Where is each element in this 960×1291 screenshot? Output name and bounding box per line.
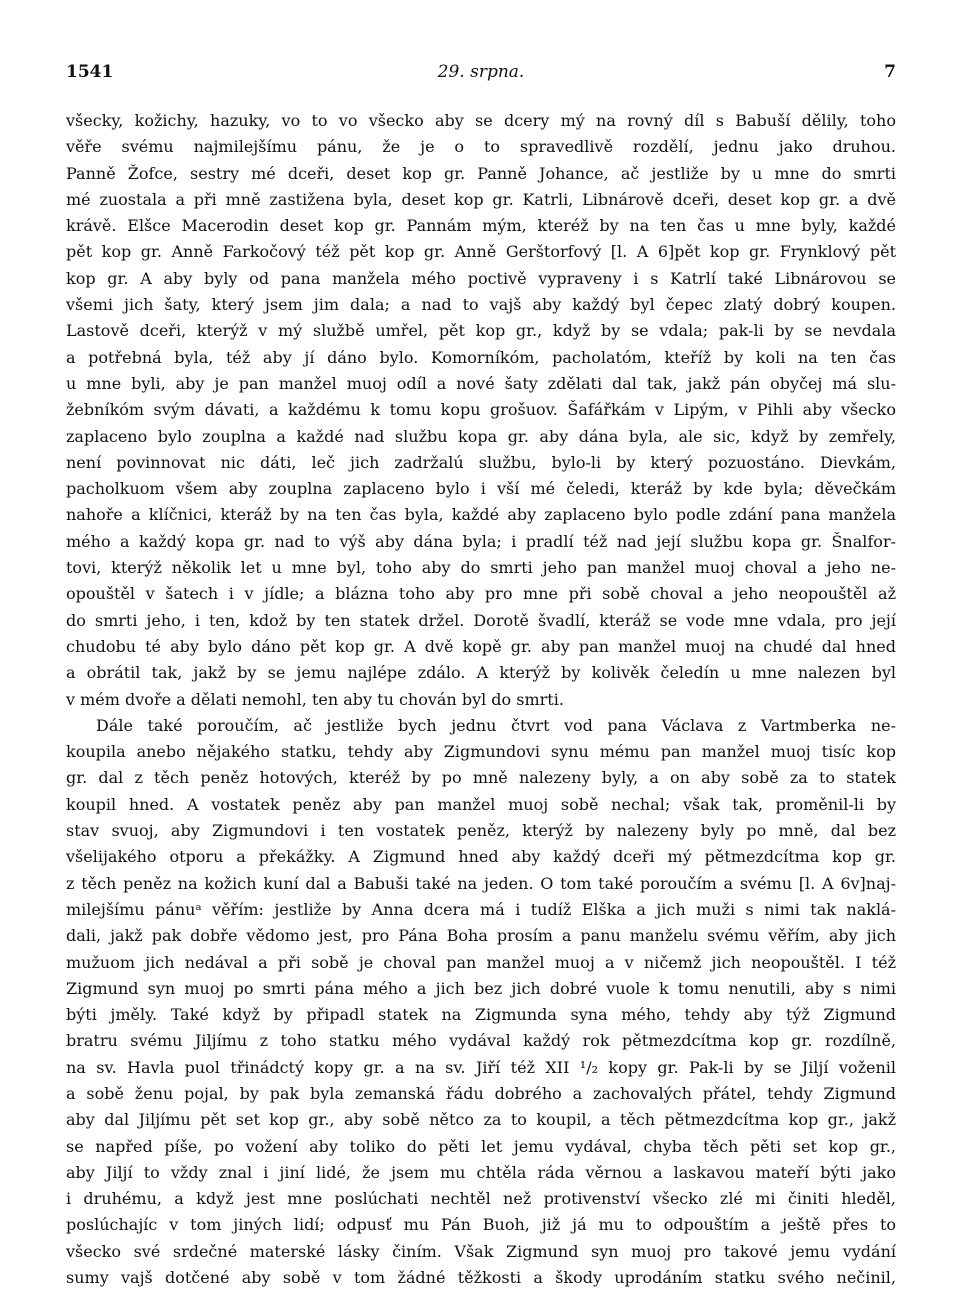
text-line: dali, jakž pak dobře vědomo jest, pro Pána Boha prosím a panu manželu svému věřím, aby jich xyxy=(66,926,896,946)
text-line: všemi jich šaty, který jsem jim dala; a nad to vajš aby každý byl čepec zlatý dobrý koupen. xyxy=(66,295,896,315)
text-line: mé zuostala a při mně zastižena byla, deset kop gr. Katrli, Libnárově dceři, deset kop gr. a dvě xyxy=(66,189,896,209)
page-number: 7 xyxy=(884,62,896,82)
page-header xyxy=(66,62,896,90)
text-line: a sobě ženu pojal, by pak byla zemanská řádu dobrého a zachovalých přátel, tehdy Zigmund xyxy=(66,1083,896,1103)
text-line: zaplaceno bylo zouplna a každé nad službu kopa gr. aby dána byla, ale sic, když by zemřely, xyxy=(66,426,896,446)
text-line: mého a každý kopa gr. nad to výš aby dána byla; i pradlí též nad její službu kopa gr. Šnalfor- xyxy=(66,531,896,551)
text-line: Zigmund syn muoj po smrti pána mého a jich bez jich dobré vuole k tomu nenutili, aby s nimi xyxy=(66,978,896,998)
text-line: krávě. Elšce Macerodin deset kop gr. Pannám mým, kteréž by na ten čas u mne byly, každé xyxy=(66,216,896,236)
header-date: 29. srpna. xyxy=(437,62,525,82)
text-line: není povinnovat nic dáti, leč jich zadržalú službu, bylo-li by který pozuostáno. Dievkám, xyxy=(66,452,896,472)
text-line: poslúchajíc v tom jiných lidí; odpusť mu Pán Buoh, již já mu to odpouštím a ještě přes to xyxy=(66,1215,896,1235)
text-line: nahoře a klíčnici, kteráž by na ten čas byla, každé aby zaplaceno bylo podle zdání pana manžela xyxy=(66,505,896,525)
text-line: býti jměly. Také když by připadl statek na Zigmunda syna mého, tehdy aby týž Zigmund xyxy=(66,1005,896,1025)
text-line: pět kop gr. Anně Farkočový též pět kop gr. Anně Gerštorfový [l. A 6]pět kop gr. Frynklový pět xyxy=(66,242,896,262)
text-line: na sv. Havla puol třinádctý kopy gr. a na sv. Jiří též XII ¹/₂ kopy gr. Pak-li by se Jiljí voženil xyxy=(66,1057,896,1077)
text-line: a obrátil tak, jakž by se jemu najlépe zdálo. A kterýž by kolivěk čeledín u mne nalezen byl xyxy=(66,663,896,683)
text-line: všecko své srdečné materské lásky činím. Však Zigmund syn muoj pro takové jemu vydání xyxy=(66,1241,896,1261)
text-line: chudobu té aby bylo dáno pět kop gr. A dvě kopě gr. aby pan manžel muoj na chudé dal hned xyxy=(66,636,896,656)
text-line: Dále také poroučím, ač jestliže bych jednu čtvrt vod pana Václava z Vartmberka ne- xyxy=(96,715,896,735)
document-page xyxy=(66,62,896,1291)
text-line: pacholkuom všem aby zouplna zaplaceno bylo i vší mé čeledi, kteráž by kde byla; děvečkám xyxy=(66,479,896,499)
text-line: mužuom jich nedával a při sobě je choval pan manžel muoj a v ničemž jich neopouštěl. I též xyxy=(66,952,896,972)
text-line: všelijakého otporu a překážky. A Zigmund hned aby každý dceři mý pětmezdcítma kop gr. xyxy=(66,847,896,867)
text-line: aby dal Jiljímu pět set kop gr., aby sobě nětco za to koupil, a těch pětmezdcítma kop gr., jakž xyxy=(66,1110,896,1130)
paragraph-1 xyxy=(66,108,896,713)
text-line: i druhému, a když jest mne poslúchati nechtěl než protivenství všecko zlé mi činiti hleděl, xyxy=(66,1189,896,1209)
text-line: u mne byli, aby je pan manžel muoj odíl a nové šaty zdělati dal tak, jakž pán obyčej má slu- xyxy=(66,373,896,393)
text-line: sumy vajš dotčené aby sobě v tom žádné těžkosti a škody uprodáním statku svého nečinil, xyxy=(66,1268,896,1288)
header-year: 1541 xyxy=(66,62,114,82)
text-line: Lastově dceři, kterýž v mý službě umřel, pět kop gr., když by se vdala; pak-li by se nevdala xyxy=(66,321,896,341)
text-line: věře svému najmilejšímu pánu, že je o to spravedlivě rozdělí, jednu jako druhou. xyxy=(66,137,896,157)
text-line: z těch peněz na kožich kuní dal a Babuši také na jeden. O tom také poroučím a svému [l. A 6v]naj- xyxy=(66,873,896,893)
text-line: aby Jiljí to vždy znal i jiní lidé, že jsem mu chtěla ráda věrnou a laskavou mateří býti jako xyxy=(66,1162,896,1182)
paragraph-2 xyxy=(66,713,896,1291)
text-line: v mém dvoře a dělati nemohl, ten aby tu chován byl do smrti. xyxy=(66,689,564,709)
text-line: gr. dal z těch peněz hotových, kteréž by po mně nalezeny byly, a on aby sobě za to statek xyxy=(66,768,896,788)
text-line: opouštěl v šatech i v jídle; a blázna toho aby pro mne při sobě choval a jeho neopouštěl až xyxy=(66,584,896,604)
body-text xyxy=(66,108,896,1291)
text-line: stav svuoj, aby Zigmundovi i ten vostatek peněz, kterýž by nalezeny byly po mně, dal bez xyxy=(66,821,896,841)
text-line: se napřed píše, po vožení aby toliko do pěti let jemu vydával, chyba těch pěti set kop gr., xyxy=(66,1136,896,1156)
text-line: kop gr. A aby byly od pana manžela mého poctivě vypraveny i s Katrlí také Libnárovou se xyxy=(66,268,896,288)
text-line: milejšímu pánuᵃ věřím: jestliže by Anna dcera má i tudíž Elška a jich muži s nimi tak naklá- xyxy=(66,899,896,919)
text-line: všecky, kožichy, hazuky, vo to vo všecko aby se dcery mý na rovný díl s Babuší dělily, toho xyxy=(66,111,896,130)
text-line: žebníkóm svým dávati, a každému k tomu kopu grošuov. Šafářkám v Lipým, v Pihli aby všecko xyxy=(66,400,896,420)
text-line: koupila anebo nějakého statku, tehdy aby Zigmundovi synu mému pan manžel muoj tisíc kop xyxy=(66,742,896,762)
text-line: do smrti jeho, i ten, kdož by ten statek držel. Dorotě švadlí, kteráž se vode mne vdala, pro její xyxy=(66,610,896,630)
text-line: tovi, kterýž několik let u mne byl, toho aby do smrti jeho pan manžel muoj choval a jeho ne- xyxy=(66,558,896,578)
text-line: Panně Žofce, sestry mé dceři, deset kop gr. Panně Johance, ač jestliže by u mne do smrti xyxy=(66,163,896,183)
text-line: bratru svému Jiljímu z toho statku mého vydával každý rok pětmezdcítma kop gr. rozdílně, xyxy=(66,1031,896,1051)
text-line: a potřebná byla, též aby jí dáno bylo. Komorníkóm, pacholatóm, kteříž by koli na ten čas xyxy=(66,347,896,367)
text-line: koupil hned. A vostatek peněz aby pan manžel muoj sobě nechal; však tak, proměnil-li by xyxy=(66,794,896,814)
